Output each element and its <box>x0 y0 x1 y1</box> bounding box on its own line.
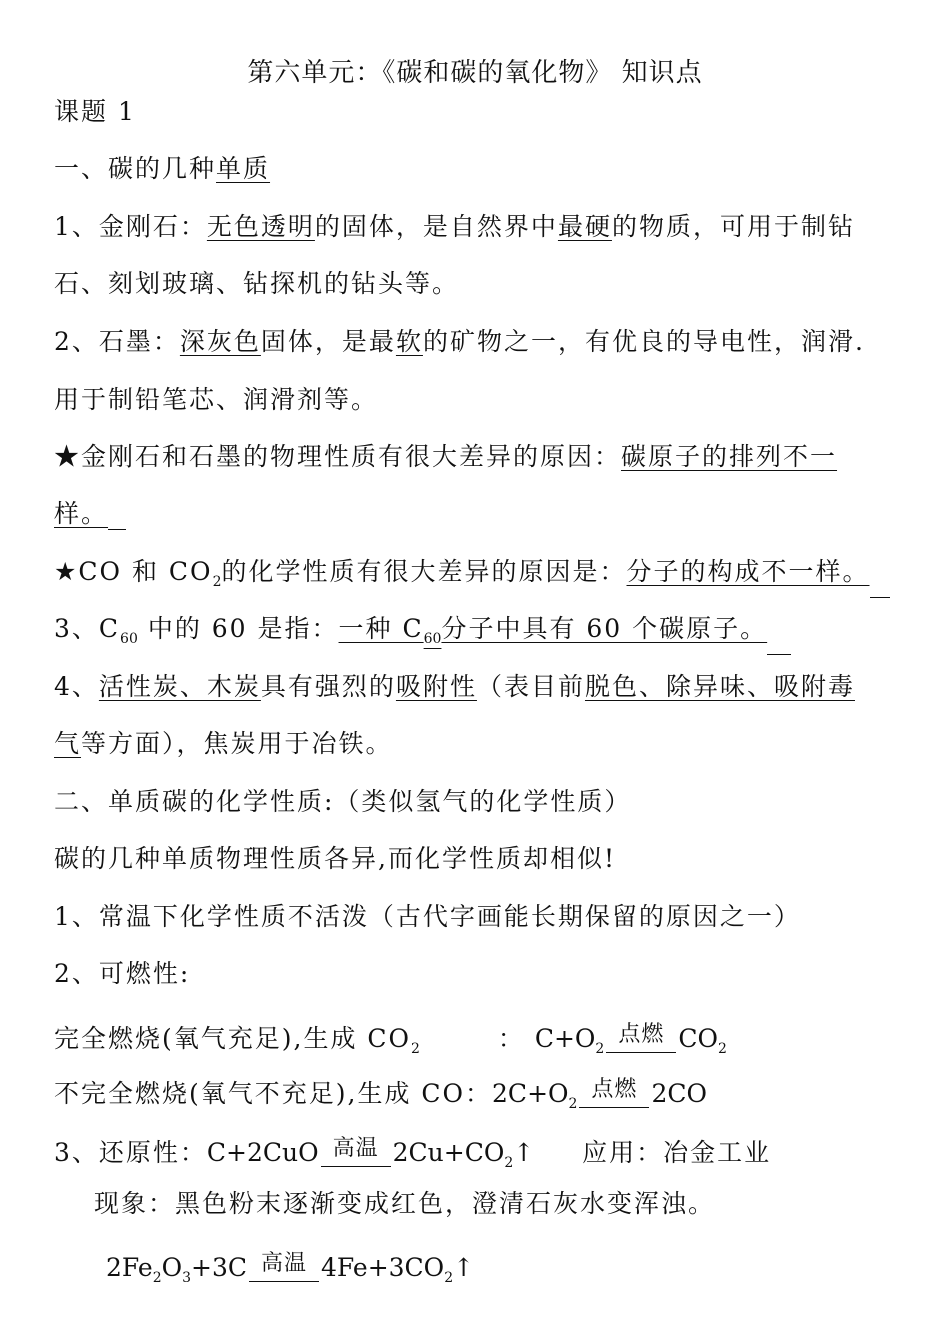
item4-adsorption-cont: 气等方面），焦炭用于冶铁。 <box>54 729 393 758</box>
reducibility-line: 3、还原性：C+2CuO 高温 $2Cu+CO_2↑$ 应用：冶金工业 <box>54 1137 771 1179</box>
reaction-condition: 高温 <box>321 1147 391 1179</box>
star1-reason-cont: 样。 <box>54 498 126 530</box>
section1-heading: 一、碳的几种单质 <box>54 154 271 183</box>
section2-item2: 2、可燃性: <box>54 959 191 988</box>
item1-diamond: 1、金刚石：无色透明的固体，是自然界中最硬的物质，可用于制钻 <box>54 212 855 241</box>
reducibility-equation: C+2CuO 高温 $2Cu+CO_2↑$ <box>207 1138 534 1167</box>
iron-oxide-equation: $2Fe_2O_3+3C$ 高温 $4Fe+3CO_2↑$ <box>106 1252 474 1294</box>
section2-item1: 1、常温下化学性质不活泼（古代字画能长期保留的原因之一） <box>54 902 801 931</box>
item2-graphite-cont: 用于制铅笔芯、润滑剂等。 <box>54 385 379 414</box>
complete-combustion-equation: $C+O_2$ 点燃 $CO_2$ <box>535 1024 727 1053</box>
section2-heading: 二、单质碳的化学性质:（类似氢气的化学性质） <box>54 787 632 816</box>
incomplete-combustion-equation: $2C+O_2$ 点燃 2CO <box>492 1079 707 1108</box>
item4-adsorption: 4、活性炭、木炭具有强烈的吸附性（表目前脱色、除异味、吸附毒 <box>54 672 855 701</box>
star1-reason: ★金刚石和石墨的物理性质有很大差异的原因：碳原子的排列不一 <box>54 442 838 471</box>
phenomenon-line: 现象：黑色粉末逐渐变成红色，澄清石灰水变浑浊。 <box>94 1189 716 1218</box>
reaction-condition: 高温 <box>249 1262 319 1294</box>
reaction-condition: 点燃 <box>606 1033 676 1065</box>
star2-reason: ★CO 和 $CO_2$的化学性质有很大差异的原因是：分子的构成不一样。 <box>54 556 890 598</box>
item2-graphite: 2、石墨：深灰色固体，是最软的矿物之一，有优良的导电性，润滑. <box>54 327 865 356</box>
complete-combustion-line: 完全燃烧(氧气充足),生成 $CO_2$ ： $C+O_2$ 点燃 $CO_2$ <box>54 1023 727 1065</box>
incomplete-combustion-line: 不完全燃烧(氧气不充足),生成 CO：$2C+O_2$ 点燃 2CO <box>54 1078 707 1120</box>
item3-c60: 3、$C_{60}$ 中的 60 是指：一种 $C_{60}$分子中具有 60 个碳原子。 <box>54 613 791 655</box>
section2-intro: 碳的几种单质物理性质各异,而化学性质却相似! <box>54 844 616 873</box>
document-title: 第六单元：《碳和碳的氧化物》 知识点 <box>247 58 703 88</box>
reaction-condition: 点燃 <box>579 1088 649 1120</box>
application-note: 应用：冶金工业 <box>582 1138 772 1167</box>
lesson-label: 课题 1 <box>54 97 136 126</box>
item1-diamond-cont: 石、刻划玻璃、钻探机的钻头等。 <box>54 269 460 298</box>
